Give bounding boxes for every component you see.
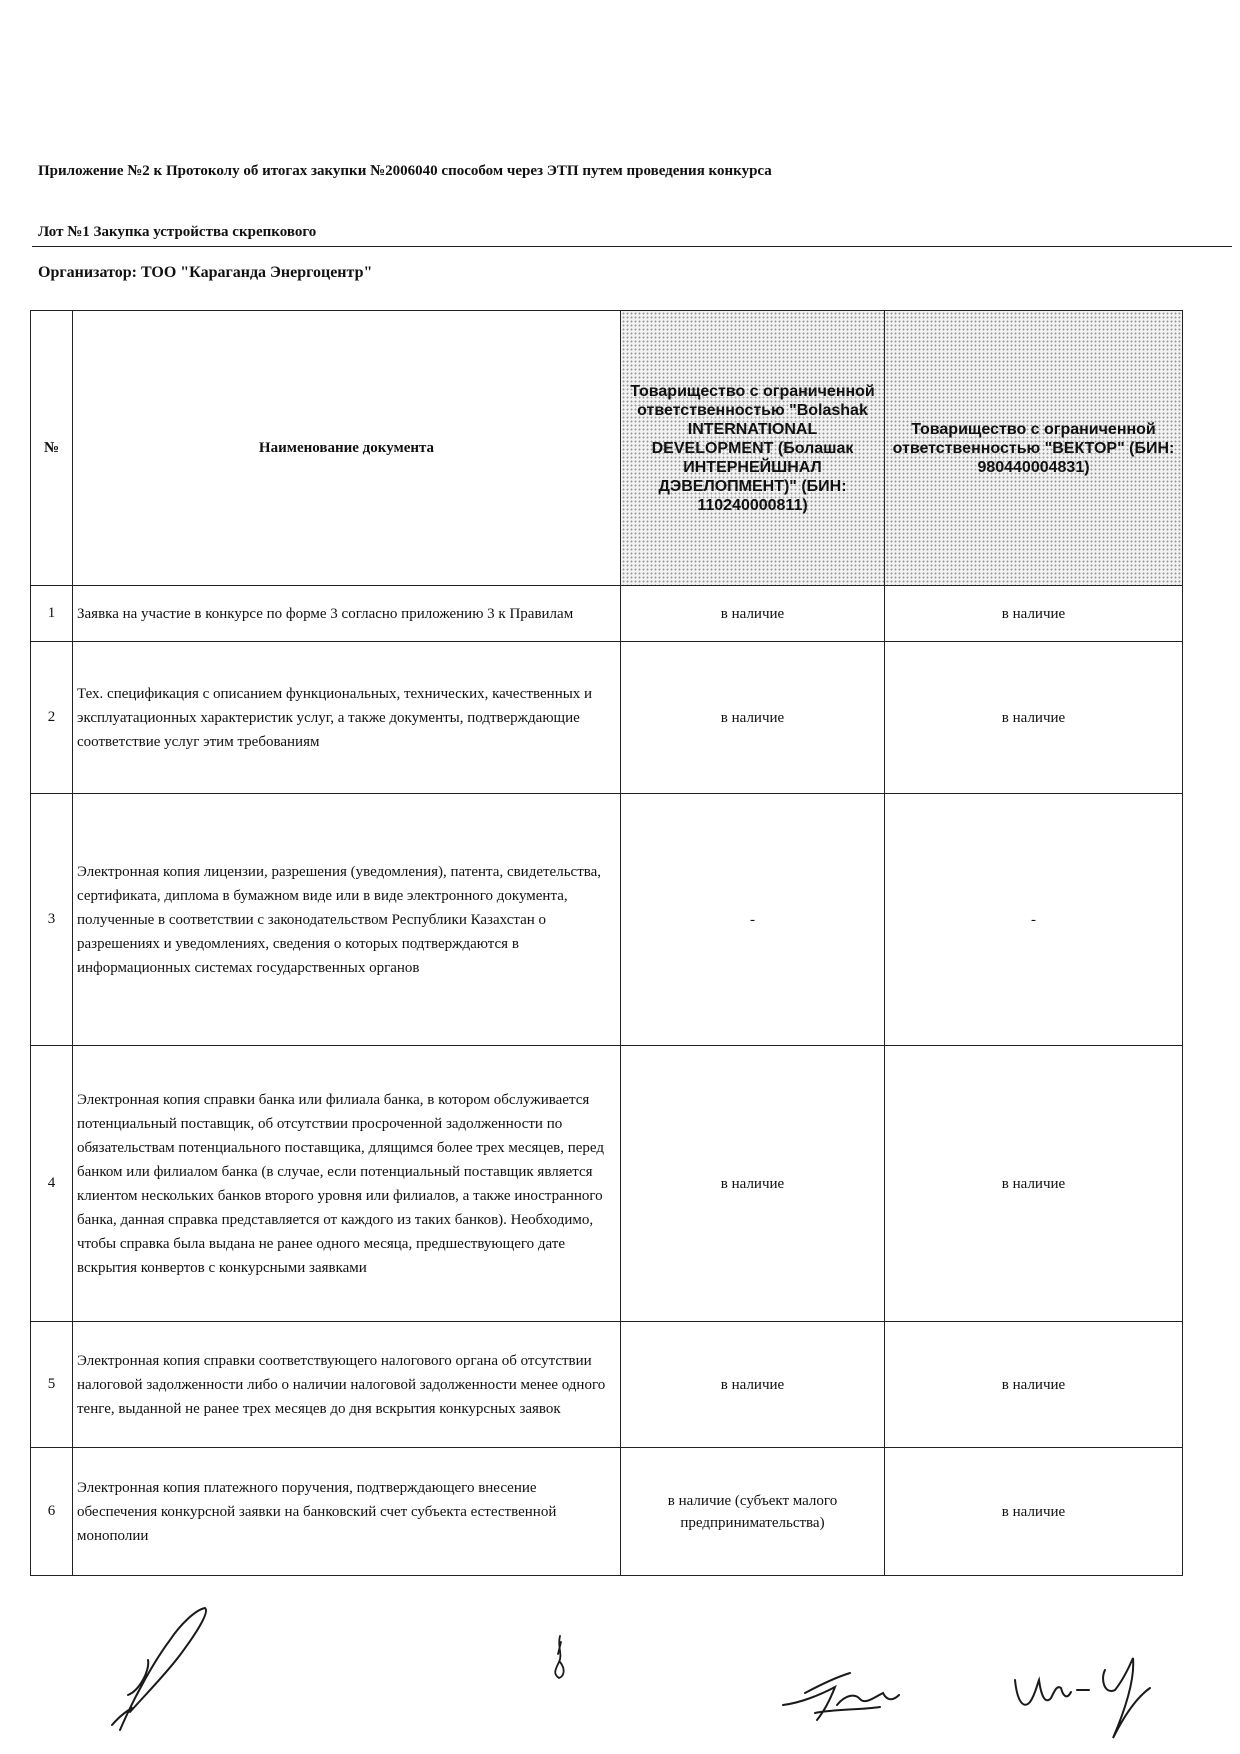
supplier-1-status: в наличие [621, 1322, 885, 1448]
supplier-2-status: в наличие [885, 586, 1183, 642]
supplier-2-status: в наличие [885, 1322, 1183, 1448]
table-row [31, 642, 1183, 794]
supplier-2-status: - [885, 794, 1183, 1046]
supplier-2-status: в наличие [885, 642, 1183, 794]
column-header-supplier-1: Товарищество с ограниченной ответственностью "Bolashak INTERNATIONAL DEVELOPMENT (Болашак ИНТЕРНЕЙШНАЛ ДЭВЕЛОПМЕНТ)" (БИН: 110240000811) [621, 311, 885, 586]
signature-2-icon [545, 1632, 575, 1682]
row-number: 3 [31, 794, 73, 1046]
document-name: Электронная копия справки соответствующего налогового органа об отсутствии налоговой задолженности либо о наличии налоговой задолженности менее одного тенге, выданной не ранее трех месяцев до дня вскрытия конкурсных заявок [73, 1322, 621, 1448]
document-name: Электронная копия лицензии, разрешения (уведомления), патента, свидетельства, сертификата, диплома в бумажном виде или в виде электронного документа, полученные в соответствии с законодательством Республики Казахстан о разрешениях и уведомлениях, сведения о которых подтверждаются в информационных системах государственных органов [73, 794, 621, 1046]
supplier-2-status: в наличие [885, 1448, 1183, 1576]
row-number: 5 [31, 1322, 73, 1448]
supplier-1-status: в наличие [621, 1046, 885, 1322]
document-name: Заявка на участие в конкурсе по форме 3 согласно приложению 3 к Правилам [73, 586, 621, 642]
supplier-1-status: в наличие (субъект малого предпринимательства) [621, 1448, 885, 1576]
table-row [31, 1046, 1183, 1322]
row-number: 2 [31, 642, 73, 794]
document-title: Приложение №2 к Протоколу об итогах закупки №2006040 способом через ЭТП путем проведения конкурса [38, 163, 772, 179]
row-number: 1 [31, 586, 73, 642]
supplier-2-status: в наличие [885, 1046, 1183, 1322]
signature-1-icon [100, 1600, 230, 1735]
column-header-supplier-2: Товарищество с ограниченной ответственностью "ВЕКТОР" (БИН: 980440004831) [885, 311, 1183, 586]
table-header-row [31, 311, 1183, 586]
row-number: 4 [31, 1046, 73, 1322]
table-row [31, 794, 1183, 1046]
document-name: Электронная копия справки банка или филиала банка, в котором обслуживается потенциальный поставщик, об отсутствии просроченной задолженности по обязательствам потенциального поставщика, длящимся более трех месяцев, перед банком или филиалом банка (в случае, если потенциальный поставщик является клиентом нескольких банков второго уровня или филиалов, а также иностранного банка, данная справка представляется от каждого из таких банков). Необходимо, чтобы справка была выдана не ранее одного месяца, предшествующего дате вскрытия конвертов с конкурсными заявками [73, 1046, 621, 1322]
documents-table [30, 310, 1183, 1576]
signature-3-icon [775, 1665, 905, 1725]
signature-4-icon [1005, 1640, 1160, 1745]
column-header-number: № [31, 311, 73, 586]
column-header-document: Наименование документа [73, 311, 621, 586]
lot-title: Лот №1 Закупка устройства скрепкового [38, 224, 317, 240]
table-row [31, 1322, 1183, 1448]
supplier-1-status: в наличие [621, 642, 885, 794]
table-row [31, 586, 1183, 642]
document-name: Электронная копия платежного поручения, подтверждающего внесение обеспечения конкурсной заявки на банковский счет субъекта естественной монополии [73, 1448, 621, 1576]
row-number: 6 [31, 1448, 73, 1576]
table-row [31, 1448, 1183, 1576]
supplier-1-status: - [621, 794, 885, 1046]
supplier-1-status: в наличие [621, 586, 885, 642]
document-name: Тех. спецификация с описанием функциональных, технических, качественных и эксплуатационных характеристик услуг, а также документы, подтверждающие соответствие услуг этим требованиям [73, 642, 621, 794]
organizer-line: Организатор: ТОО "Караганда Энергоцентр" [38, 264, 373, 281]
header-divider [32, 246, 1232, 247]
